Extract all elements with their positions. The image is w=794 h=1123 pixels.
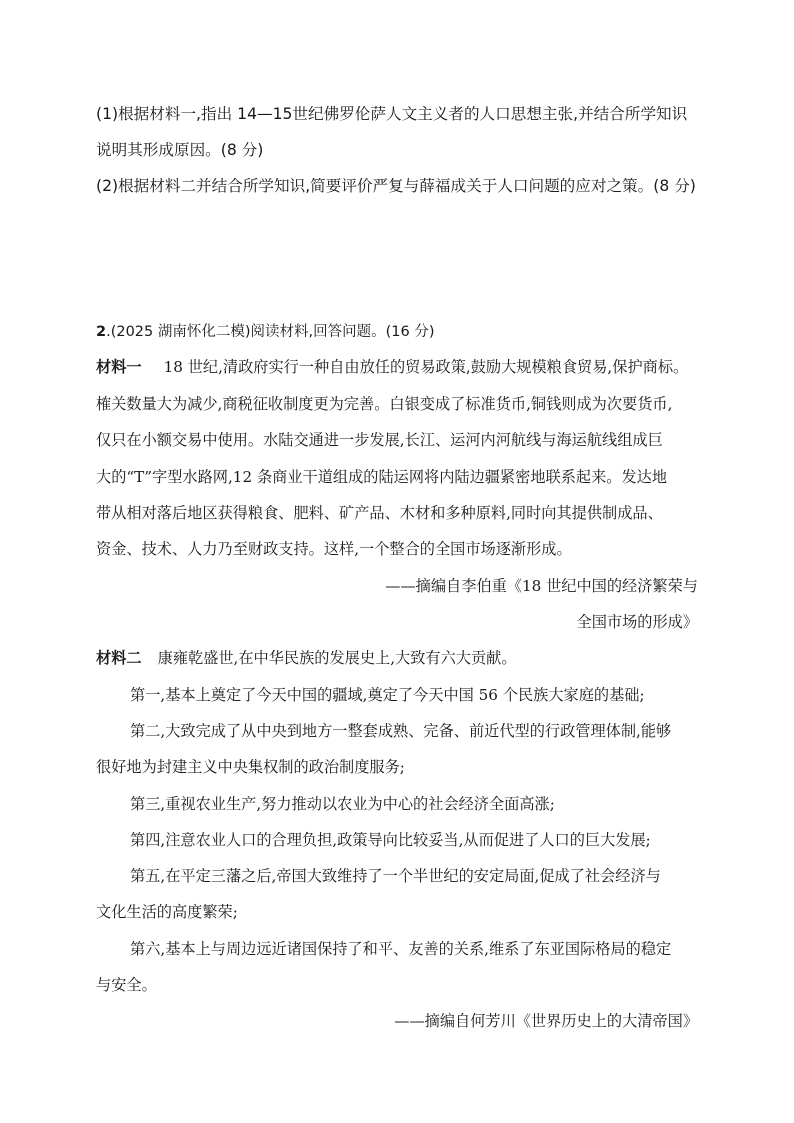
material-2-line-7: 文化生活的高度繁荣; (96, 903, 238, 921)
material-2-label: 材料二 (96, 649, 142, 667)
question-number: 2 (96, 324, 107, 340)
material-2-line-1: 第一,基本上奠定了今天中国的疆域,奠定了今天中国 56 个民族大家庭的基础; (130, 686, 645, 704)
material-1-label: 材料一 (96, 358, 142, 376)
material-1-line-1: 材料一 18 世纪,清政府实行一种自由放任的贸易政策,鼓励大规模粮食贸易,保护商标。 (96, 358, 689, 376)
material-1-line-3: 仅只在小额交易中使用。水陆交通进一步发展,长江、运河内河航线与海运航线组成巨 (96, 431, 663, 449)
question-1-subitem-2: (2)根据材料二并结合所学知识,简要评价严复与薛福成关于人口问题的应对之策。(8 分) (96, 177, 696, 195)
material-2-line-5: 第四,注意农业人口的合理负担,政策导向比较妥当,从而促进了人口的巨大发展; (130, 831, 651, 849)
material-2-line-3: 很好地为封建主义中央集权制的政治制度服务; (96, 758, 405, 776)
question-source-and-prompt: .(2025 湖南怀化二模)阅读材料,回答问题。(16 分) (106, 324, 435, 340)
material-1-source-line-2: 全国市场的形成》 (576, 613, 698, 631)
material-1-line-4: 大的“T”字型水路网,12 条商业干道组成的陆运网将内陆边疆紧密地联系起来。发达地 (96, 468, 668, 486)
material-2-line-6: 第五,在平定三藩之后,帝国大致维持了一个半世纪的安定局面,促成了社会经济与 (130, 867, 661, 885)
material-1-line-6: 资金、技术、人力乃至财政支持。这样,一个整合的全国市场逐渐形成。 (96, 540, 572, 558)
material-2-intro: 材料二 康雍乾盛世,在中华民族的发展史上,大致有六大贡献。 (96, 649, 517, 667)
material-2-line-4: 第三,重视农业生产,努力推动以农业为中心的社会经济全面高涨; (130, 795, 555, 813)
question-2-header (96, 321, 706, 343)
material-2-line-8: 第六,基本上与周边远近诸国保持了和平、友善的关系,维系了东亚国际格局的稳定 (130, 940, 672, 958)
material-2-line-2: 第二,大致完成了从中央到地方一整套成熟、完备、前近代型的行政管理体制,能够 (130, 722, 672, 740)
material-1-source-line-1: ——摘编自李伯重《18 世纪中国的经济繁荣与 (385, 577, 698, 595)
material-2-line-9: 与安全。 (96, 976, 157, 994)
question-1-subitem-1-line-1: (1)根据材料一,指出 14—15世纪佛罗伦萨人文主义者的人口思想主张,并结合所学知识 (96, 105, 688, 123)
question-1-subitem-1-line-2: 说明其形成原因。(8 分) (96, 141, 264, 159)
material-1-line-5: 带从相对落后地区获得粮食、肥料、矿产品、木材和多种原料,同时向其提供制成品、 (96, 504, 663, 522)
material-1-line-2: 榷关数量大为减少,商税征收制度更为完善。白银变成了标准货币,铜钱则成为次要货币, (96, 395, 673, 413)
material-2-source: ——摘编自何芳川《世界历史上的大清帝国》 (394, 1012, 698, 1030)
